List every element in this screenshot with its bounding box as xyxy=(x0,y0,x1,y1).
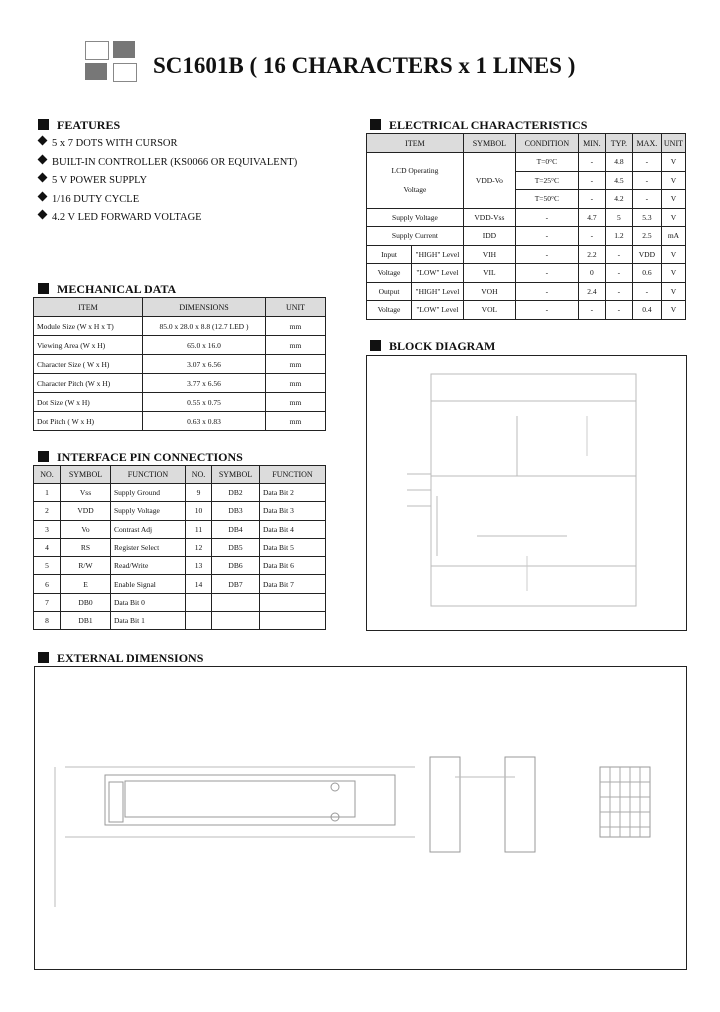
interface-table xyxy=(33,465,326,630)
table-cell xyxy=(260,593,326,611)
external-dimensions-drawing xyxy=(35,667,686,969)
logo-square-3 xyxy=(85,63,107,80)
table-cell: Enable Signal xyxy=(111,575,186,593)
table-cell: DB4 xyxy=(212,520,260,538)
table-cell: E xyxy=(61,575,111,593)
table-cell: Data Bit 6 xyxy=(260,557,326,575)
table-cell: DB0 xyxy=(61,593,111,611)
table-cell: - xyxy=(578,153,605,172)
table-cell: 7 xyxy=(34,593,61,611)
table-row xyxy=(34,557,326,575)
table-row xyxy=(34,317,326,336)
table-cell: 0.4 xyxy=(632,301,661,320)
table-cell: Voltage xyxy=(367,264,412,283)
table-cell: - xyxy=(515,264,578,283)
table-row xyxy=(367,208,686,227)
table-cell: Data Bit 3 xyxy=(260,502,326,520)
table-cell xyxy=(212,612,260,630)
table-cell: mm xyxy=(266,412,326,431)
table-cell: Read/Write xyxy=(111,557,186,575)
table-cell: VIH xyxy=(463,245,515,264)
table-row xyxy=(34,593,326,611)
table-cell: mA xyxy=(661,227,685,246)
table-cell: T=50°C xyxy=(515,190,578,209)
column-header: ITEM xyxy=(34,298,143,317)
column-header: MAX. xyxy=(632,134,661,153)
table-cell: 14 xyxy=(186,575,212,593)
table-cell: - xyxy=(515,301,578,320)
table-row xyxy=(34,336,326,355)
table-cell: 2.5 xyxy=(632,227,661,246)
table-row xyxy=(367,264,686,283)
table-cell: T=0°C xyxy=(515,153,578,172)
table-header-row xyxy=(367,134,686,153)
table-cell: - xyxy=(515,282,578,301)
column-header: NO. xyxy=(34,466,61,484)
table-cell: - xyxy=(632,282,661,301)
table-cell: Character Pitch (W x H) xyxy=(34,374,143,393)
electrical-table xyxy=(366,133,686,320)
table-cell: DB2 xyxy=(212,484,260,502)
column-header: SYMBOL xyxy=(212,466,260,484)
table-cell: Vss xyxy=(61,484,111,502)
feature-item: 1/16 DUTY CYCLE xyxy=(36,193,297,212)
table-cell: 4.8 xyxy=(605,153,632,172)
table-cell: mm xyxy=(266,355,326,374)
feature-item: BUILT-IN CONTROLLER (KS0066 OR EQUIVALENT) xyxy=(36,156,297,175)
table-cell: Supply Voltage xyxy=(367,208,464,227)
mechanical-table xyxy=(33,297,326,431)
table-cell: - xyxy=(515,245,578,264)
feature-item: 5 x 7 DOTS WITH CURSOR xyxy=(36,137,297,156)
table-cell: 4.5 xyxy=(605,171,632,190)
table-cell: Data Bit 4 xyxy=(260,520,326,538)
table-cell: 2 xyxy=(34,502,61,520)
table-cell: 85.0 x 28.0 x 8.8 (12.7 LED ) xyxy=(143,317,266,336)
table-cell: - xyxy=(578,301,605,320)
table-row xyxy=(34,484,326,502)
table-cell: - xyxy=(605,282,632,301)
table-cell: Data Bit 1 xyxy=(111,612,186,630)
table-row xyxy=(34,412,326,431)
logo-square-1 xyxy=(85,41,109,60)
table-cell: Data Bit 2 xyxy=(260,484,326,502)
table-cell: V xyxy=(661,282,685,301)
column-header: MIN. xyxy=(578,134,605,153)
table-cell: 1 xyxy=(34,484,61,502)
table-cell: 3.77 x 6.56 xyxy=(143,374,266,393)
table-cell: Dot Size (W x H) xyxy=(34,393,143,412)
table-cell: 3.07 x 6.56 xyxy=(143,355,266,374)
table-cell xyxy=(186,612,212,630)
table-cell: V xyxy=(661,153,685,172)
table-cell: Input xyxy=(367,245,412,264)
external-dimensions-frame xyxy=(34,666,687,970)
table-cell: Data Bit 5 xyxy=(260,538,326,556)
table-cell: 5.3 xyxy=(632,208,661,227)
table-cell: DB5 xyxy=(212,538,260,556)
lcd-operating-label: LCD Operating Voltage xyxy=(367,153,464,209)
table-cell: DB7 xyxy=(212,575,260,593)
table-cell: - xyxy=(578,227,605,246)
column-header: UNIT xyxy=(661,134,685,153)
table-cell: DB3 xyxy=(212,502,260,520)
table-cell: "HIGH" Level xyxy=(412,245,464,264)
table-cell: 0.6 xyxy=(632,264,661,283)
table-cell: Supply Voltage xyxy=(111,502,186,520)
feature-item: 4.2 V LED FORWARD VOLTAGE xyxy=(36,211,297,230)
interface-heading: INTERFACE PIN CONNECTIONS xyxy=(38,450,243,465)
table-cell: 4 xyxy=(34,538,61,556)
table-cell: VDD xyxy=(632,245,661,264)
table-row xyxy=(367,301,686,320)
table-cell: Viewing Area (W x H) xyxy=(34,336,143,355)
table-cell: "LOW" Level xyxy=(412,264,464,283)
table-cell: Supply Ground xyxy=(111,484,186,502)
table-cell: Voltage xyxy=(367,301,412,320)
table-cell: - xyxy=(605,245,632,264)
table-cell: mm xyxy=(266,393,326,412)
table-cell: - xyxy=(632,153,661,172)
table-cell: 3 xyxy=(34,520,61,538)
table-cell: 4.2 xyxy=(605,190,632,209)
table-cell: VOH xyxy=(463,282,515,301)
table-cell xyxy=(186,593,212,611)
table-cell: - xyxy=(578,190,605,209)
feature-item: 5 V POWER SUPPLY xyxy=(36,174,297,193)
table-cell: 2.2 xyxy=(578,245,605,264)
table-row xyxy=(34,612,326,630)
table-cell: Output xyxy=(367,282,412,301)
table-cell: 2.4 xyxy=(578,282,605,301)
table-cell: 10 xyxy=(186,502,212,520)
table-cell: Character Size ( W x H) xyxy=(34,355,143,374)
table-cell: mm xyxy=(266,317,326,336)
column-header: FUNCTION xyxy=(111,466,186,484)
table-cell: V xyxy=(661,190,685,209)
table-cell: mm xyxy=(266,336,326,355)
features-list xyxy=(36,137,297,230)
table-cell: - xyxy=(515,208,578,227)
table-cell: RS xyxy=(61,538,111,556)
block-diagram-frame xyxy=(366,355,687,631)
column-header: TYP. xyxy=(605,134,632,153)
block-diagram-figure xyxy=(367,356,686,630)
table-row xyxy=(34,520,326,538)
table-cell: IDD xyxy=(463,227,515,246)
table-cell: DB1 xyxy=(61,612,111,630)
table-cell: Dot Pitch ( W x H) xyxy=(34,412,143,431)
table-row xyxy=(34,538,326,556)
table-cell xyxy=(212,593,260,611)
logo-square-4 xyxy=(113,63,137,82)
table-cell: Data Bit 7 xyxy=(260,575,326,593)
table-cell: 11 xyxy=(186,520,212,538)
column-header: CONDITION xyxy=(515,134,578,153)
table-cell: R/W xyxy=(61,557,111,575)
table-cell: V xyxy=(661,301,685,320)
table-cell: "LOW" Level xyxy=(412,301,464,320)
column-header: DIMENSIONS xyxy=(143,298,266,317)
table-row xyxy=(367,153,686,172)
table-cell: 9 xyxy=(186,484,212,502)
table-row xyxy=(34,355,326,374)
table-cell: Data Bit 0 xyxy=(111,593,186,611)
table-cell: - xyxy=(578,171,605,190)
features-heading: FEATURES xyxy=(38,118,120,133)
column-header: SYMBOL xyxy=(61,466,111,484)
table-cell: 0 xyxy=(578,264,605,283)
column-header: SYMBOL xyxy=(463,134,515,153)
logo-square-2 xyxy=(113,41,135,58)
table-cell: 6 xyxy=(34,575,61,593)
column-header: UNIT xyxy=(266,298,326,317)
table-cell xyxy=(260,612,326,630)
electrical-heading: ELECTRICAL CHARACTERISTICS xyxy=(370,118,587,133)
table-cell: Register Select xyxy=(111,538,186,556)
column-header: NO. xyxy=(186,466,212,484)
table-cell: Vo xyxy=(61,520,111,538)
table-cell: 1.2 xyxy=(605,227,632,246)
column-header: FUNCTION xyxy=(260,466,326,484)
table-cell: T=25°C xyxy=(515,171,578,190)
table-row xyxy=(367,245,686,264)
table-row xyxy=(34,575,326,593)
table-cell: - xyxy=(632,190,661,209)
block-diagram-heading: BLOCK DIAGRAM xyxy=(370,339,495,354)
table-cell: 5 xyxy=(34,557,61,575)
table-cell: VDD xyxy=(61,502,111,520)
table-cell: 65.0 x 16.0 xyxy=(143,336,266,355)
table-header-row xyxy=(34,466,326,484)
table-cell: VOL xyxy=(463,301,515,320)
table-row xyxy=(34,502,326,520)
table-cell: 4.7 xyxy=(578,208,605,227)
table-cell: DB6 xyxy=(212,557,260,575)
table-cell: 8 xyxy=(34,612,61,630)
table-cell: VDD-Vo xyxy=(463,153,515,209)
table-cell: - xyxy=(605,301,632,320)
table-cell: V xyxy=(661,264,685,283)
table-row xyxy=(34,393,326,412)
table-cell: 5 xyxy=(605,208,632,227)
table-cell: V xyxy=(661,245,685,264)
table-row xyxy=(34,374,326,393)
table-cell: VDD-Vss xyxy=(463,208,515,227)
table-cell: 12 xyxy=(186,538,212,556)
table-cell: Contrast Adj xyxy=(111,520,186,538)
table-cell: "HIGH" Level xyxy=(412,282,464,301)
table-cell: mm xyxy=(266,374,326,393)
table-cell: 13 xyxy=(186,557,212,575)
mechanical-heading: MECHANICAL DATA xyxy=(38,282,176,297)
table-cell: - xyxy=(515,227,578,246)
column-header: ITEM xyxy=(367,134,464,153)
table-cell: V xyxy=(661,171,685,190)
table-cell: - xyxy=(605,264,632,283)
table-cell: 0.55 x 0.75 xyxy=(143,393,266,412)
table-cell: Module Size (W x H x T) xyxy=(34,317,143,336)
table-cell: 0.63 x 0.83 xyxy=(143,412,266,431)
table-cell: VIL xyxy=(463,264,515,283)
table-row xyxy=(367,227,686,246)
table-row xyxy=(367,282,686,301)
table-cell: V xyxy=(661,208,685,227)
page-title: SC1601B ( 16 CHARACTERS x 1 LINES ) xyxy=(153,53,576,78)
table-header-row xyxy=(34,298,326,317)
table-cell: - xyxy=(632,171,661,190)
external-heading: EXTERNAL DIMENSIONS xyxy=(38,651,203,666)
table-cell: Supply Current xyxy=(367,227,464,246)
